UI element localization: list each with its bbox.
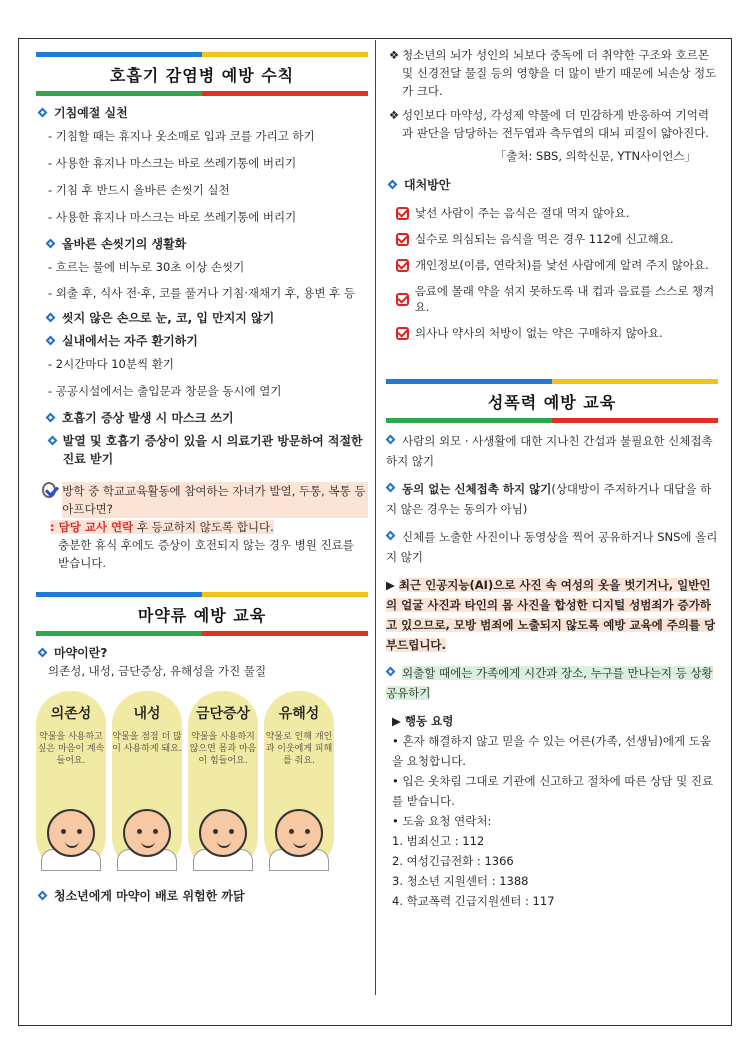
coping-item: 음료에 몰래 약을 섞지 못하도록 내 컵과 음료를 스스로 챙겨요. — [396, 283, 718, 315]
action-item: • 혼자 해결하지 않고 믿을 수 있는 어른(가족, 선생님)에게 도움을 요청합니다. — [392, 734, 711, 768]
card-tolerance: 내성 약물을 점점 더 많이 사용하게 돼요. — [112, 691, 182, 871]
coping-item: 실수로 의심되는 음식을 먹은 경우 112에 신고해요. — [396, 231, 718, 247]
reason-list — [386, 46, 718, 142]
resp-header — [36, 52, 368, 96]
sexual-p5: 외출할 때에는 가족에게 시간과 장소, 누구를 만나는지 등 상황 공유하기 — [386, 666, 713, 700]
list-item: - 공공시설에서는 출입문과 창문을 동시에 열기 — [48, 384, 282, 398]
contact-item: 1. 범죄신고 : 112 — [392, 834, 485, 848]
diamond-icon — [38, 891, 48, 901]
contact-item: 4. 학교폭력 긴급지원센터 : 117 — [392, 894, 555, 908]
diamond-icon — [38, 108, 48, 118]
diamond-icon — [386, 483, 396, 493]
checkbox-icon — [396, 233, 409, 246]
drug-header — [36, 592, 368, 636]
diamond-icon — [46, 313, 56, 323]
resp-title: 호흡기 감염병 예방 수칙 — [109, 65, 295, 85]
contact-item: 2. 여성긴급전화 : 1366 — [392, 854, 514, 868]
diamond-icon — [388, 180, 398, 190]
list-item: - 기침 후 반드시 올바른 손씻기 실천 — [48, 183, 230, 197]
ventilation-section: 실내에서는 자주 환기하기 — [46, 332, 368, 349]
fever-section: 발열 및 호흡기 증상이 있을 시 의료기관 방문하여 적절한 진료 받기 — [38, 432, 368, 468]
arrow-icon: ▶ — [392, 714, 405, 728]
list-item: - 외출 후, 식사 전·후, 코를 풀거나 기침·재채기 후, 용변 후 등 — [48, 286, 356, 300]
arrow-icon: ▶ — [386, 578, 399, 592]
column-divider — [375, 40, 376, 995]
left-column — [36, 52, 368, 910]
list-item: - 흐르는 물에 비누로 30초 이상 손씻기 — [48, 260, 245, 274]
diamond-icon — [38, 648, 48, 658]
card-dependence: 의존성 약물을 사용하고 싶은 마음이 계속 들어요. — [36, 691, 106, 871]
diamond-icon — [386, 667, 396, 677]
check-circle-icon — [42, 482, 56, 498]
list-item: ❖ 성인보다 마약성, 각성제 약물에 더 민감하게 반응하여 기억력과 판단을 담당하는 전두엽과 측두엽의 대뇌 피질이 얇아진다. — [386, 106, 718, 142]
source-note: 「출처: SBS, 의학신문, YTN사이언스」 — [494, 149, 696, 163]
notice-contact: : 담당 교사 연락 — [50, 520, 134, 534]
handwash-section: 올바른 손씻기의 생활화 — [46, 235, 368, 252]
sexual-title: 성폭력 예방 교육 — [487, 392, 617, 412]
drug-def-section: 마약이란? — [38, 644, 368, 661]
coping-item: 의사나 약사의 처방이 없는 약은 구매하지 않아요. — [396, 325, 718, 341]
card-harm: 유해성 약물로 인해 개인과 이웃에게 피해를 줘요. — [264, 691, 334, 871]
sexual-p1: 사람의 외모 · 사생활에 대한 지나친 간섭과 불필요한 신체접촉 하지 않기 — [386, 434, 713, 468]
cough-section: 기침예절 실천 — [38, 104, 368, 121]
diamond-icon — [46, 239, 56, 249]
diamond-icon — [46, 413, 56, 423]
checkbox-icon — [396, 259, 409, 272]
drug-cards — [36, 691, 368, 871]
list-item: ❖ 청소년의 뇌가 성인의 뇌보다 중독에 더 취약한 구조와 호르몬 및 신경전달 물질 등의 영향을 더 많이 받기 때문에 뇌손상 정도가 크다. — [386, 46, 718, 100]
sexual-header — [386, 379, 718, 423]
mask-section: 호흡기 증상 발생 시 마스크 쓰기 — [46, 409, 368, 426]
contact-item: 3. 청소년 지원센터 : 1388 — [392, 874, 529, 888]
drug-desc: 의존성, 내성, 금단증상, 유해성을 가진 물질 — [48, 664, 267, 678]
list-item: - 사용한 휴지나 마스크는 바로 쓰레기통에 버리기 — [48, 156, 297, 170]
checkbox-icon — [396, 293, 409, 306]
youth-danger-section: 청소년에게 마약이 배로 위험한 까닭 — [38, 887, 368, 904]
diamond-icon — [386, 531, 396, 541]
action-title: ▶ 행동 요령 — [392, 714, 454, 728]
face-icon — [275, 809, 323, 857]
diamond-icon — [46, 336, 56, 346]
clover-icon: ❖ — [388, 108, 400, 122]
sexual-p4: ▶ 최근 인공지능(AI)으로 사진 속 여성의 옷을 벗기거나, 일반인의 얼굴 사진과 타인의 몸 사진을 합성한 디지털 성범죄가 증가하고 있으므로, 모방 범죄에 노출되지 않도록 예방 교육에 주의를 당부드립니다. — [386, 578, 716, 652]
notice-question: 방학 중 학교교육활동에 참여하는 자녀가 발열, 두통, 복통 등 아프다면? — [62, 482, 368, 518]
notice-box: 방학 중 학교교육활동에 참여하는 자녀가 발열, 두통, 복통 등 아프다면? : 담당 교사 연락 후 등교하지 않도록 합니다. 충분한 휴식 후에도 증상이 호전되지 않는 경우 병원 진료를 받습니다. — [36, 482, 368, 572]
drug-title: 마약류 예방 교육 — [137, 605, 267, 625]
card-withdrawal: 금단증상 약물을 사용하지 않으면 몸과 마음이 힘들어요. — [188, 691, 258, 871]
sexual-p2: 동의 없는 신체접촉 하지 않기(상대방이 주저하거나 대답을 하지 않은 경우는 동의가 아님) — [386, 482, 712, 516]
action-item: • 도움 요청 연락처: — [392, 814, 492, 828]
coping-section: 대처방안 — [388, 176, 718, 193]
diamond-icon — [386, 435, 396, 445]
clover-icon: ❖ — [388, 48, 400, 62]
checkbox-icon — [396, 207, 409, 220]
sexual-p3: 신체를 노출한 사진이나 동영상을 찍어 공유하거나 SNS에 올리지 않기 — [386, 530, 718, 564]
list-item: - 2시간마다 10분씩 환기 — [48, 357, 174, 371]
face-icon — [123, 809, 171, 857]
face-icon — [47, 809, 95, 857]
diamond-icon — [48, 436, 57, 446]
face-icon — [199, 809, 247, 857]
coping-item: 낯선 사람이 주는 음식은 절대 먹지 않아요. — [396, 205, 718, 221]
coping-item: 개인정보(이름, 연락처)를 낯선 사람에게 알려 주지 않아요. — [396, 257, 718, 273]
no-touch-section: 씻지 않은 손으로 눈, 코, 입 만지지 않기 — [46, 309, 368, 326]
list-item: - 사용한 휴지나 마스크는 바로 쓰레기통에 버리기 — [48, 210, 297, 224]
list-item: - 기침할 때는 휴지나 옷소매로 입과 코를 가리고 하기 — [48, 129, 315, 143]
notice-advice: 충분한 휴식 후에도 증상이 호전되지 않는 경우 병원 진료를 받습니다. — [58, 538, 354, 570]
right-column — [386, 46, 718, 911]
action-item: • 입은 옷차림 그대로 기관에 신고하고 절차에 따른 상담 및 진료를 받습니다. — [392, 774, 714, 808]
checkbox-icon — [396, 327, 409, 340]
